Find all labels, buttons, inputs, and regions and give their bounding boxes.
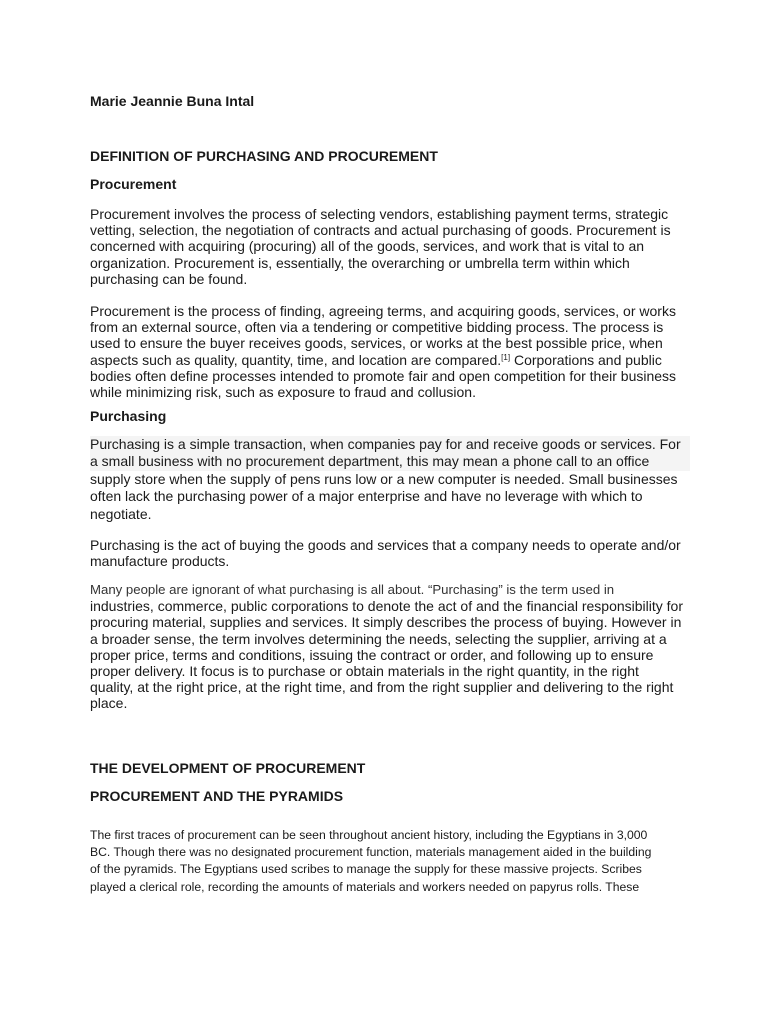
footnote-reference[interactable]: [1]: [501, 352, 511, 362]
heading-development: THE DEVELOPMENT OF PROCUREMENT: [90, 760, 366, 776]
text-line: organization. Procurement is, essentially, the overarching or umbrella term within which: [90, 254, 630, 271]
text-line: often lack the purchasing power of a major enterprise and have no leverage with which to: [90, 488, 643, 505]
author-name: Marie Jeannie Buna Intal: [90, 93, 255, 109]
text-line: purchasing can be found.: [90, 270, 248, 287]
text-line: of the pyramids. The Egyptians used scribes to manage the supply for these massive projects. Scribes: [90, 862, 642, 877]
text-line: from an external source, often via a tendering or competitive bidding process. The process is: [90, 319, 664, 336]
paragraph-purchasing-3: [90, 582, 690, 712]
text-line: BC. Though there was no designated procurement function, materials management aided in the building: [90, 845, 652, 860]
text-line: bodies often define processes intended to promote fair and open competition for their business: [90, 367, 677, 384]
heading-definition: DEFINITION OF PURCHASING AND PROCUREMENT: [90, 148, 438, 164]
text-line: negotiate.: [90, 505, 152, 522]
text-line: vetting, selection, the negotiation of contracts and actual purchasing of goods. Procurement is: [90, 222, 671, 239]
text-run: Corporations and public: [510, 351, 662, 368]
text-line: concerned with acquiring (procuring) all of the goods, services, and work that is vital to an: [90, 238, 645, 255]
paragraph-purchasing-2: [90, 537, 690, 569]
text-line: Purchasing is a simple transaction, when companies pay for and receive goods or services. For: [90, 436, 690, 453]
paragraph-procurement-2: [90, 303, 690, 400]
text-run: aspects such as quality, quantity, time, and location are compared.: [90, 351, 502, 368]
heading-procurement: Procurement: [90, 176, 177, 192]
text-line: supply store when the supply of pens runs low or a new computer is needed. Small businesses: [90, 470, 678, 487]
paragraph-pyramids-1: [90, 827, 690, 896]
text-line: procuring material, supplies and services. It simply describes the process of buying. However in: [90, 614, 682, 631]
paragraph-procurement-1: [90, 206, 690, 287]
text-line: Many people are ignorant of what purchasing is all about. “Purchasing” is the term used in: [90, 582, 615, 597]
text-line: proper delivery. It focus is to purchase or obtain materials in the right quantity, in the right: [90, 663, 639, 680]
text-line: industries, commerce, public corporations to denote the act of and the financial responsibility for: [90, 598, 683, 615]
text-line: [90, 352, 690, 368]
text-line: The first traces of procurement can be seen throughout ancient history, including the Egyptians in 3,000: [90, 828, 648, 842]
text-line: played a clerical role, recording the amounts of materials and workers needed on papyrus rolls. These: [90, 879, 640, 894]
text-line: manufacture products.: [90, 553, 230, 570]
text-line: place.: [90, 695, 128, 712]
text-line: Procurement is the process of finding, agreeing terms, and acquiring goods, services, or works: [90, 303, 676, 319]
text-line: Purchasing is the act of buying the goods and services that a company needs to operate and/or: [90, 537, 681, 553]
text-line: quality, at the right price, at the right time, and from the right supplier and delivering to the right: [90, 679, 674, 696]
text-line: proper price, terms and conditions, issuing the contract or order, and following up to ensure: [90, 646, 654, 663]
paragraph-purchasing-1: [90, 436, 690, 523]
text-line: Procurement involves the process of selecting vendors, establishing payment terms, strategic: [90, 206, 669, 222]
text-line: used to ensure the buyer receives goods, services, or works at the best possible price, when: [90, 335, 663, 352]
heading-purchasing: Purchasing: [90, 408, 167, 424]
text-line: a small business with no procurement department, this may mean a phone call to an office: [90, 453, 690, 470]
text-line: while minimizing risk, such as exposure to fraud and collusion.: [90, 384, 476, 401]
heading-pyramids: PROCUREMENT AND THE PYRAMIDS: [90, 788, 344, 804]
text-line: a broader sense, the term involves determining the needs, selecting the supplier, arriving at a: [90, 630, 667, 647]
